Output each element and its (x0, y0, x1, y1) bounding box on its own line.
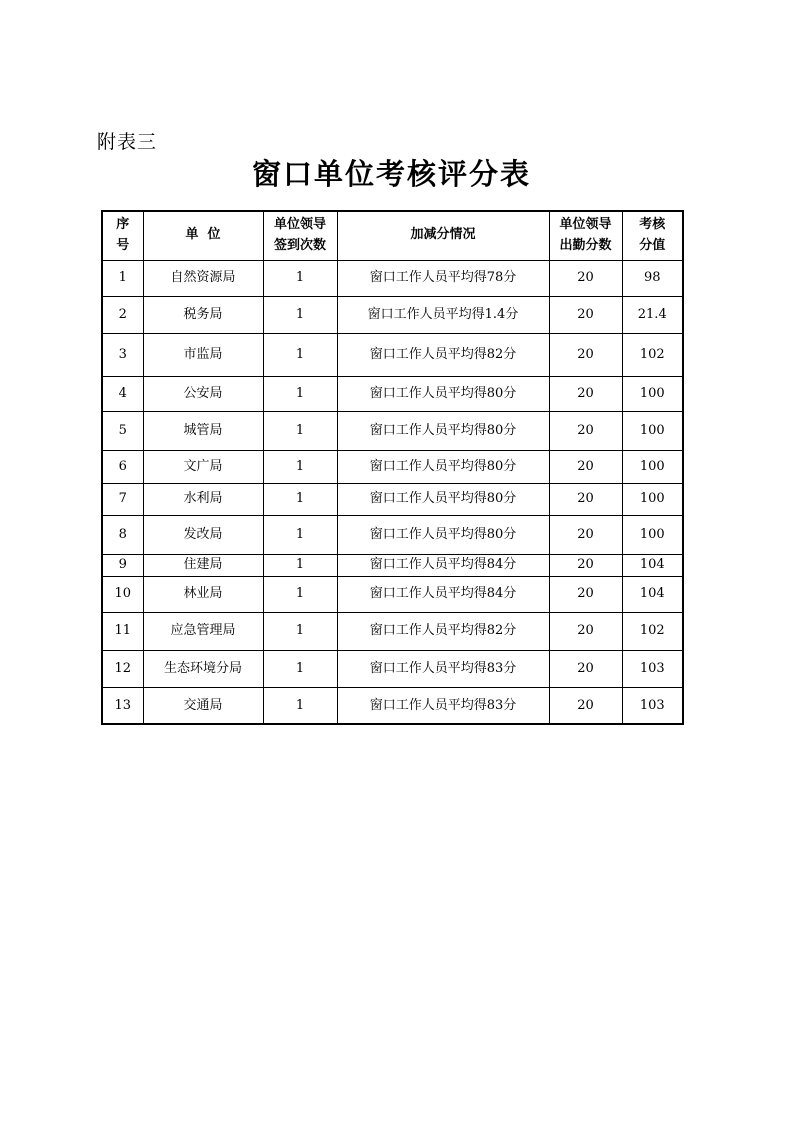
cell-seq: 9 (102, 554, 143, 576)
cell-seq: 11 (102, 612, 143, 650)
table-row (102, 333, 683, 376)
cell-unit: 应急管理局 (143, 612, 263, 650)
cell-unit: 城管局 (143, 411, 263, 450)
header-score: 考核 分值 (622, 211, 683, 260)
table-row (102, 376, 683, 411)
table-row (102, 576, 683, 612)
cell-unit: 公安局 (143, 376, 263, 411)
page-title: 窗口单位考核评分表 (251, 157, 531, 191)
cell-unit: 税务局 (143, 296, 263, 333)
cell-seq: 6 (102, 450, 143, 483)
cell-score: 103 (622, 650, 683, 687)
table-row (102, 296, 683, 333)
cell-seq: 8 (102, 515, 143, 554)
annex-label: 附表三 (97, 131, 158, 153)
cell-signin: 1 (263, 376, 337, 411)
cell-signin: 1 (263, 411, 337, 450)
cell-adjust: 窗口工作人员平均得80分 (337, 376, 549, 411)
cell-adjust: 窗口工作人员平均得78分 (337, 260, 549, 296)
cell-unit: 交通局 (143, 687, 263, 724)
cell-score: 98 (622, 260, 683, 296)
cell-seq: 2 (102, 296, 143, 333)
cell-signin: 1 (263, 576, 337, 612)
cell-score: 103 (622, 687, 683, 724)
table-row (102, 515, 683, 554)
cell-score: 100 (622, 515, 683, 554)
cell-signin: 1 (263, 296, 337, 333)
table-row (102, 687, 683, 724)
cell-seq: 10 (102, 576, 143, 612)
cell-unit: 发改局 (143, 515, 263, 554)
cell-score: 104 (622, 576, 683, 612)
cell-attendance: 20 (549, 483, 622, 515)
header-seq: 序 号 (102, 211, 143, 260)
table-row (102, 411, 683, 450)
table-row (102, 612, 683, 650)
cell-adjust: 窗口工作人员平均得82分 (337, 612, 549, 650)
table-row (102, 483, 683, 515)
cell-unit: 水利局 (143, 483, 263, 515)
table-row (102, 554, 683, 576)
cell-signin: 1 (263, 515, 337, 554)
cell-seq: 1 (102, 260, 143, 296)
header-adjust: 加减分情况 (337, 211, 549, 260)
header-unit: 单 位 (143, 211, 263, 260)
cell-unit: 市监局 (143, 333, 263, 376)
cell-seq: 3 (102, 333, 143, 376)
score-table (101, 210, 684, 725)
cell-score: 100 (622, 411, 683, 450)
cell-seq: 4 (102, 376, 143, 411)
cell-score: 102 (622, 333, 683, 376)
cell-score: 100 (622, 450, 683, 483)
cell-unit: 文广局 (143, 450, 263, 483)
cell-signin: 1 (263, 650, 337, 687)
cell-adjust: 窗口工作人员平均得1.4分 (337, 296, 549, 333)
cell-seq: 7 (102, 483, 143, 515)
cell-adjust: 窗口工作人员平均得83分 (337, 650, 549, 687)
cell-signin: 1 (263, 612, 337, 650)
cell-score: 21.4 (622, 296, 683, 333)
cell-attendance: 20 (549, 612, 622, 650)
table-row (102, 260, 683, 296)
cell-attendance: 20 (549, 450, 622, 483)
cell-attendance: 20 (549, 576, 622, 612)
cell-attendance: 20 (549, 687, 622, 724)
cell-unit: 自然资源局 (143, 260, 263, 296)
cell-attendance: 20 (549, 515, 622, 554)
cell-score: 104 (622, 554, 683, 576)
cell-signin: 1 (263, 687, 337, 724)
cell-unit: 林业局 (143, 576, 263, 612)
cell-attendance: 20 (549, 650, 622, 687)
cell-signin: 1 (263, 260, 337, 296)
cell-score: 100 (622, 483, 683, 515)
cell-adjust: 窗口工作人员平均得80分 (337, 450, 549, 483)
header-row (102, 211, 683, 260)
cell-score: 102 (622, 612, 683, 650)
cell-seq: 13 (102, 687, 143, 724)
cell-attendance: 20 (549, 411, 622, 450)
header-attendance: 单位领导 出勤分数 (549, 211, 622, 260)
table-row (102, 450, 683, 483)
cell-seq: 5 (102, 411, 143, 450)
cell-adjust: 窗口工作人员平均得84分 (337, 576, 549, 612)
cell-score: 100 (622, 376, 683, 411)
cell-attendance: 20 (549, 554, 622, 576)
table-row (102, 650, 683, 687)
cell-attendance: 20 (549, 260, 622, 296)
cell-attendance: 20 (549, 376, 622, 411)
cell-attendance: 20 (549, 333, 622, 376)
cell-adjust: 窗口工作人员平均得84分 (337, 554, 549, 576)
cell-unit: 生态环境分局 (143, 650, 263, 687)
cell-adjust: 窗口工作人员平均得80分 (337, 411, 549, 450)
cell-signin: 1 (263, 554, 337, 576)
cell-adjust: 窗口工作人员平均得80分 (337, 515, 549, 554)
header-signin: 单位领导 签到次数 (263, 211, 337, 260)
cell-adjust: 窗口工作人员平均得82分 (337, 333, 549, 376)
cell-attendance: 20 (549, 296, 622, 333)
cell-adjust: 窗口工作人员平均得83分 (337, 687, 549, 724)
cell-seq: 12 (102, 650, 143, 687)
cell-signin: 1 (263, 450, 337, 483)
cell-signin: 1 (263, 483, 337, 515)
cell-adjust: 窗口工作人员平均得80分 (337, 483, 549, 515)
cell-unit: 住建局 (143, 554, 263, 576)
cell-signin: 1 (263, 333, 337, 376)
